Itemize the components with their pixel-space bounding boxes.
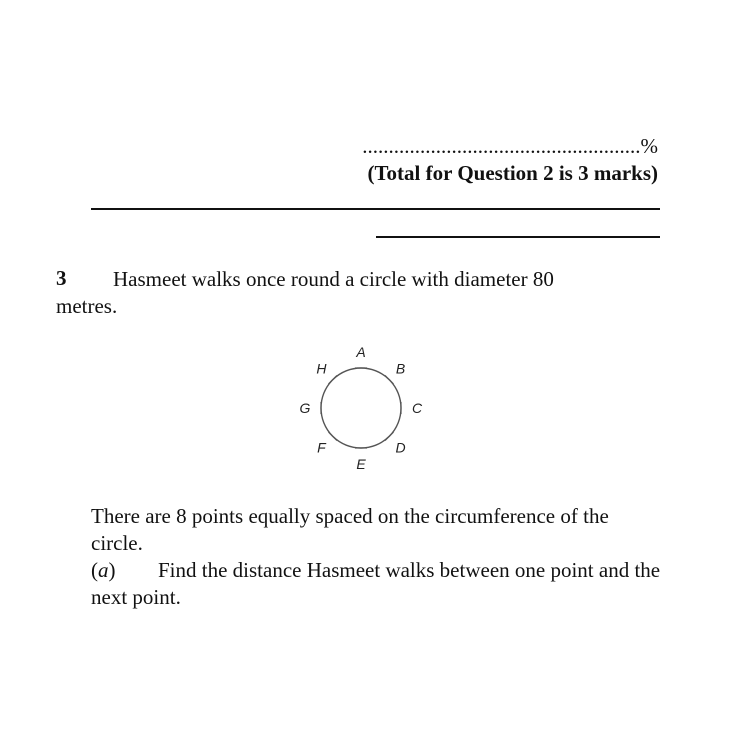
- equal-points-statement: There are 8 points equally spaced on the circumference of the circle.: [91, 504, 609, 555]
- answer-line[interactable]: .....................................................%: [362, 134, 658, 158]
- point-label-d: D: [395, 439, 406, 456]
- part-a-label: (a): [91, 558, 116, 582]
- question-text: Hasmeet walks once round a circle with diameter 80 metres.: [56, 267, 554, 318]
- point-tick-f: [328, 432, 336, 440]
- point-tick-d: [385, 432, 393, 440]
- point-tick-h: [328, 375, 336, 383]
- point-label-e: E: [356, 456, 366, 472]
- point-label-f: F: [317, 439, 326, 456]
- circle-diagram: [295, 345, 435, 475]
- point-label-a: A: [356, 345, 366, 360]
- point-label-g: G: [299, 400, 311, 416]
- question-body: [91, 503, 661, 611]
- part-a-text: Find the distance Hasmeet walks between one point and the next point.: [91, 558, 661, 609]
- section-divider-long: [91, 208, 660, 210]
- point-label-b: B: [395, 360, 406, 377]
- question-number: 3: [56, 266, 67, 290]
- part-a-letter: a: [98, 558, 109, 582]
- part-a: [91, 557, 661, 611]
- point-tick-b: [385, 375, 393, 383]
- question-total-marks: (Total for Question 2 is 3 marks): [367, 161, 658, 185]
- point-label-c: C: [411, 400, 423, 416]
- point-label-h: H: [316, 360, 327, 377]
- section-divider-short: [376, 236, 660, 238]
